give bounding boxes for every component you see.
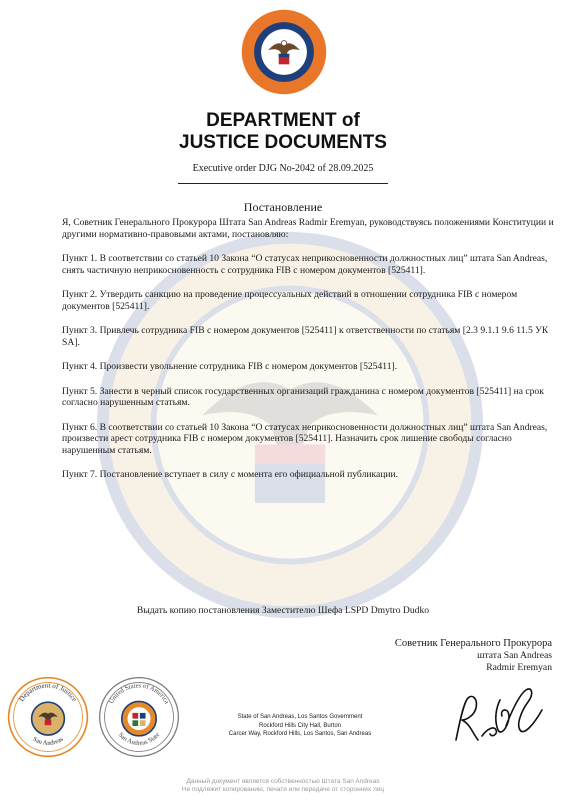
title-line-1: DEPARTMENT of bbox=[206, 110, 360, 131]
divider bbox=[178, 183, 388, 184]
address-line-1: State of San Andreas, Los Santos Government bbox=[237, 714, 363, 720]
doj-stamp-top-text: Department of Justice bbox=[17, 681, 79, 704]
signer-position: Советник Генерального Прокурора bbox=[394, 638, 552, 649]
usa-stamp-top-text: United States of America bbox=[107, 682, 171, 706]
point-2: Пункт 2. Утвердить санкцию на проведение процессуальных действий в отношении сотрудника FIB с номером документов [525411]. bbox=[62, 289, 518, 312]
resolution-body bbox=[62, 217, 562, 494]
signer-block bbox=[395, 638, 552, 674]
point-5: Пункт 5. Занести в черный список государственных организаций гражданина с номером документов [525411] на срок согласно нарушенным статьям. bbox=[62, 385, 544, 408]
point-6: Пункт 6. В соответствии со статьей 10 Закона “О статусах неприкосновенности должностных лиц” штата San Andreas, произвести арест сотрудника FIB с номером документов [525411]. Назначить срок лишение свободы согласно нарушенным статьям. bbox=[62, 421, 548, 456]
point-3: Пункт 3. Привлечь сотрудника FIB с номером документов [525411] к ответственности по статьям [2.3 9.1.1 9.6 11.5 УК SA]. bbox=[62, 325, 549, 348]
footer-line-1: Данный документ является собственностью Штата San Andreas bbox=[186, 778, 380, 785]
government-address bbox=[215, 713, 385, 739]
document-title bbox=[0, 110, 566, 154]
handwritten-signature bbox=[442, 680, 552, 752]
signer-state: штата San Andreas bbox=[477, 650, 552, 661]
usa-stamp bbox=[98, 676, 180, 758]
point-1: Пункт 1. В соответствии со статьей 10 Закона “О статусах неприкосновенности должностных лиц” штата San Andreas, снять частичную неприкосновенность с сотрудника FIB с номером документов [525411]. bbox=[62, 253, 548, 276]
resolution-heading: Постановление bbox=[243, 200, 323, 214]
order-number: Executive order DJG No-2042 of 28.09.2025 bbox=[192, 163, 374, 174]
signer-name: Radmir Eremyan bbox=[486, 662, 552, 673]
state-of-san-andreas-seal bbox=[240, 8, 328, 96]
address-line-2: Rockford Hills City Hall, Burton bbox=[258, 722, 342, 729]
doj-stamp bbox=[7, 676, 89, 758]
point-7: Пункт 7. Постановление вступает в силу с момента его официальной публикации. bbox=[62, 469, 399, 480]
intro-paragraph: Я, Советник Генерального Прокурора Штата San Andreas Radmir Eremyan, руководствуясь положениями Конституции и другими нормативно-правовыми актами, постановляю: bbox=[62, 217, 554, 240]
title-line-2: JUSTICE DOCUMENTS bbox=[179, 132, 387, 153]
footer-line-2: Не подлежит копированию, печати или передаче от сторонних лиц bbox=[181, 786, 385, 793]
doj-stamp-bottom-text: San Andreas bbox=[31, 735, 65, 747]
point-4: Пункт 4. Произвести увольнение сотрудника FIB с номером документов [525411]. bbox=[62, 361, 398, 372]
address-line-3: Carcer Way, Rockford Hills, Los Santos, San Andreas bbox=[228, 731, 372, 737]
footer-notice bbox=[0, 778, 566, 794]
copy-instruction: Выдать копию постановления Заместителю Шефа LSPD Dmytro Dudko bbox=[136, 605, 430, 616]
usa-stamp-bottom-text: San Andreas State bbox=[116, 731, 162, 747]
